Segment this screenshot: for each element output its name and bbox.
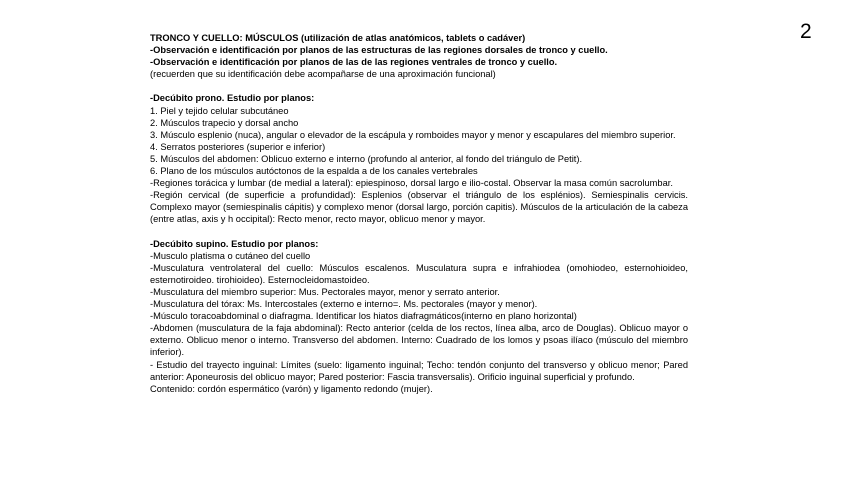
list-item: 5. Músculos del abdomen: Oblicuo externo e interno (profundo al anterior, al fondo del triángulo de Petit).	[150, 153, 583, 164]
list-item: - Estudio del trayecto inguinal: Límites (suelo: ligamento inguinal; Techo: tendón conjunto del transverso y oblicuo menor; Pared anterior: Aponeurosis del oblicuo mayor; Pared posterior: Fascia transversalis). Orificio inguinal superficial y profundo.	[150, 359, 688, 382]
list-item: 3. Músculo esplenio (nuca), angular o elevador de la escápula y romboides mayor y menor y escapulares del miembro superior.	[150, 129, 676, 140]
list-item: 2. Músculos trapecio y dorsal ancho	[150, 117, 299, 128]
list-item: -Abdomen (musculatura de la faja abdominal): Recto anterior (celda de los rectos, línea alba, arco de Douglas). Oblicuo mayor o externo. Oblicuo menor o interno. Transverso del abdomen. Interno: Cuadrado de los lomos y psoas ilíaco (músculo del miembro inferior).	[150, 323, 688, 358]
document-title: TRONCO Y CUELLO: MÚSCULOS (utilización de atlas anatómicos, tablets o cadáver)	[150, 33, 526, 43]
supino-heading: -Decúbito supino. Estudio por planos:	[150, 238, 319, 249]
list-item: Contenido: cordón espermático (varón) y ligamento redondo (mujer).	[150, 383, 433, 394]
objective-dorsal: -Observación e identificación por planos de las estructuras de las regiones dorsales de tronco y cuello.	[150, 45, 608, 56]
spacer	[150, 80, 688, 92]
list-item: 6. Plano de los músculos autóctonos de la espalda a de los canales vertebrales	[150, 166, 478, 177]
list-item: -Regiones torácica y lumbar (de medial a lateral): epiespinoso, dorsal largo e ilio-costal. Observar la masa común sacrolumbar.	[150, 178, 673, 189]
page-number: 2	[800, 20, 812, 43]
list-item: -Musculo platisma o cutáneo del cuello	[150, 250, 311, 261]
spacer	[150, 226, 688, 238]
list-item: -Musculatura del tórax: Ms. Intercostales (externo e interno=. Ms. pectorales (mayor y menor).	[150, 299, 538, 310]
objective-ventral: -Observación e identificación por planos de las de las regiones ventrales de tronco y cuello.	[150, 57, 558, 68]
list-item: -Musculatura ventrolateral del cuello: Músculos escalenos. Musculatura supra e infrahiodea (omohiodeo, esternohioideo, esternotiroideo. tirohioideo). Esternocleidomastoideo.	[150, 262, 688, 285]
functional-note: (recuerden que su identificación debe acompañarse de una aproximación funcional)	[150, 69, 496, 80]
list-item: 4. Serratos posteriores (superior e inferior)	[150, 141, 326, 152]
prono-heading: -Decúbito prono. Estudio por planos:	[150, 93, 315, 104]
list-item: -Musculatura del miembro superior: Mus. Pectorales mayor, menor y serrato anterior.	[150, 286, 500, 297]
document-body	[150, 32, 688, 395]
list-item: 1. Piel y tejido celular subcutáneo	[150, 105, 289, 116]
list-item: -Región cervical (de superficie a profundidad): Esplenios (observar el triángulo de los esplénios). Semiespinalis cervicis. Complexo mayor (semiespinalis cápitis) y complexo menor (dorsal largo, porción capitis). Músculos de la articulación de la cabeza (entre atlas, axis y h occipital): Recto menor, recto mayor, oblicuo menor y mayor.	[150, 190, 688, 225]
list-item: -Músculo toracoabdominal o diafragma. Identificar los hiatos diafragmáticos(interno en plano horizontal)	[150, 311, 577, 322]
